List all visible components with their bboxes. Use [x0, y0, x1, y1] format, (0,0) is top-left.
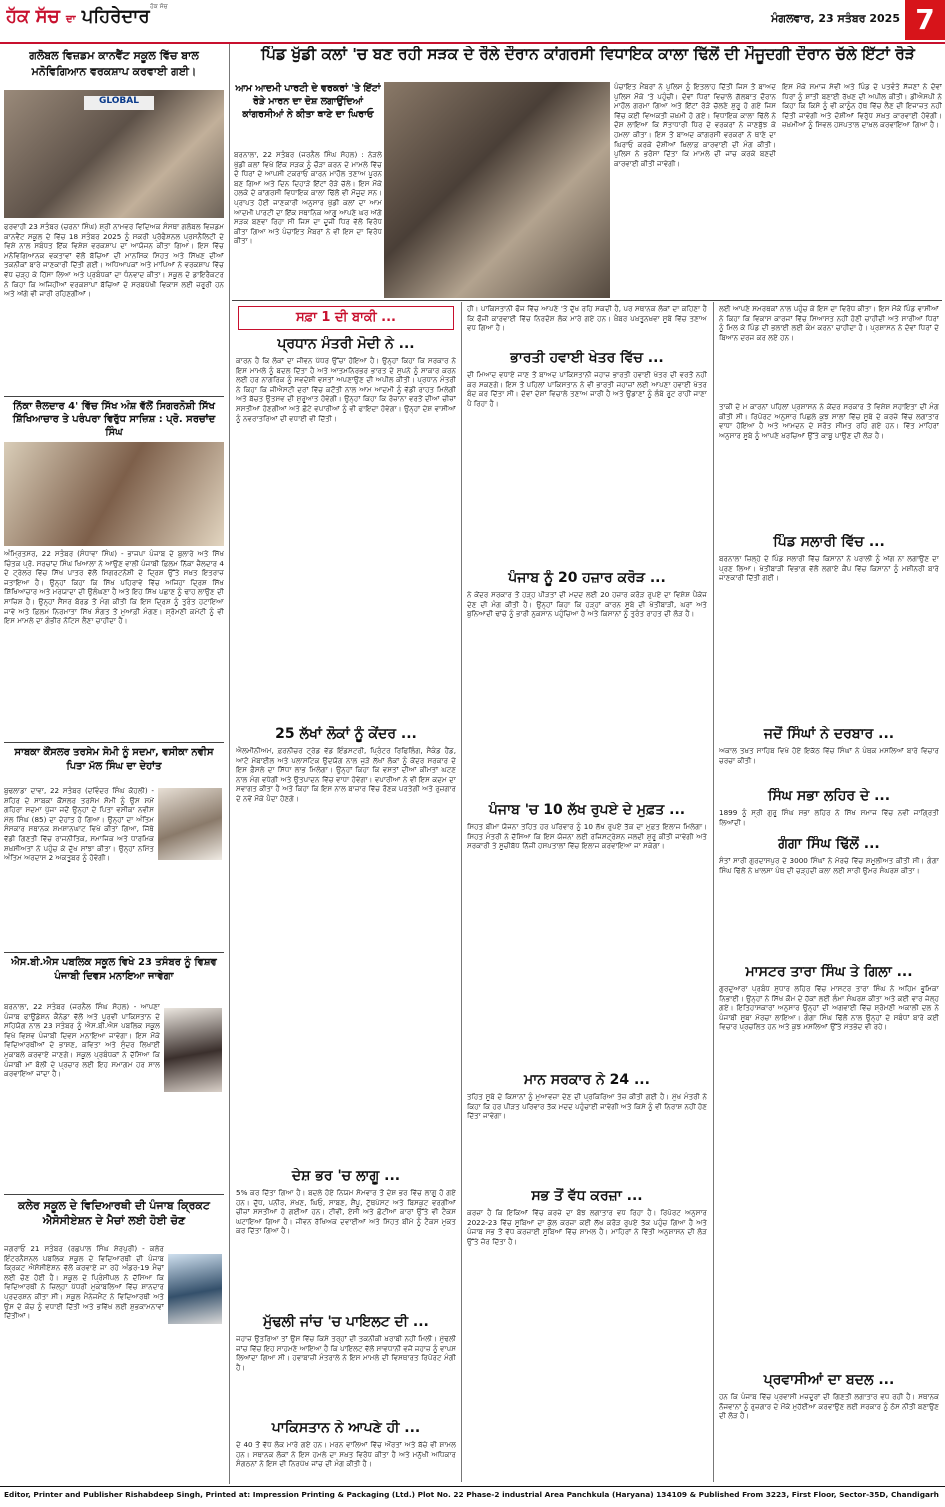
debt-title: ਸਭ ਤੋਂ ਵੱਧ ਕਰਜ਼ਾ ...: [531, 1188, 643, 1204]
divider: [4, 952, 224, 953]
story5-title: ਕਲੇਰ ਸਕੂਲ ਦੇ ਵਿਦਿਆਰਥੀ ਦੀ ਪੰਜਾਬ ਕ੍ਰਿਕਟ ਐਸੋਸੀਏਸ਼ਨ ਦੇ ਮੈਚਾਂ ਲਈ ਹੋਈ ਚੋਣ: [18, 1199, 210, 1227]
story1-title: ਗਲੋਬਲ ਵਿਜ਼ਡਮ ਕਾਨਵੈਂਟ ਸਕੂਲ ਵਿੱਚ ਬਾਲ ਮਨੋਵਿਗਿਆਨ ਵਰਕਸ਼ਾਪ ਕਰਵਾਈ ਗਈ।: [29, 49, 199, 78]
story3-body: ਬੁਢਲਾਡਾ ਦਾਵਾ, 22 ਸਤੰਬਰ (ਦਵਿੰਦਰ ਸਿੰਘ ਕੋਹਲੀ) - ਸ਼ਹਿਰ ਦੇ ਸਾਬਕਾ ਕੌਂਸਲਰ ਤਰਸੇਮ ਸੋਮੀ ਨੂੰ ਉਸ ਸਮੇਂ ਗਹਿਰਾ ਸਦਮਾ ਪੁੱਜਾ ਜਦੋਂ ਉਨ੍ਹਾਂ ਦੇ ਪਿਤਾ ਵਸੀਕਾ ਨਵੀਸ ਮੱਲ ਸਿੰਘ (85) ਦਾ ਦੇਹਾਂਤ ਹੋ ਗਿਆ। ਉਨ੍ਹਾਂ ਦਾ ਅੰਤਿਮ ਸੰਸਕਾਰ ਸਥਾਨਕ ਸ਼ਮਸ਼ਾਨਘਾਟ ਵਿਖੇ ਕੀਤਾ ਗਿਆ, ਜਿੱਥੇ ਵੱਡੀ ਗਿਣਤੀ ਵਿੱਚ ਰਾਜਨੀਤਿਕ, ਸਮਾਜਿਕ ਅਤੇ ਧਾਰਮਿਕ ਸ਼ਖ਼ਸੀਅਤਾਂ ਨੇ ਪਹੁੰਚ ਕੇ ਦੁੱਖ ਸਾਂਝਾ ਕੀਤਾ। ਉਨ੍ਹਾਂ ਨਮਿੱਤ ਅੰਤਿਮ ਅਰਦਾਸ 2 ਅਕਤੂਬਰ ਨੂੰ ਹੋਵੇਗੀ।: [4, 786, 154, 863]
lead-body-3: ਇਸ ਮੌਕੇ ਸਮਾਜ ਸੇਵੀ ਅਤੇ ਪਿੰਡ ਦੇ ਪਤਵੰਤੇ ਸੱਜਣਾਂ ਨੇ ਦੋਵਾਂ ਧਿਰਾਂ ਨੂੰ ਸ਼ਾਂਤੀ ਬਣਾਈ ਰੱਖਣ ਦੀ ਅਪੀਲ ਕੀਤੀ। ਡੀਐਸਪੀ ਨੇ ਕਿਹਾ ਕਿ ਕਿਸੇ ਨੂੰ ਵੀ ਕਾਨੂੰਨ ਹੱਥ ਵਿੱਚ ਲੈਣ ਦੀ ਇਜਾਜ਼ਤ ਨਹੀਂ ਦਿੱਤੀ ਜਾਵੇਗੀ ਅਤੇ ਦੋਸ਼ੀਆਂ ਵਿਰੁੱਧ ਸਖ਼ਤ ਕਾਰਵਾਈ ਹੋਵੇਗੀ। ਜ਼ਖ਼ਮੀਆਂ ਨੂੰ ਸਿਵਲ ਹਸਪਤਾਲ ਦਾਖ਼ਲ ਕਰਵਾਇਆ ਗਿਆ ਹੈ।: [782, 82, 942, 130]
durbar-body: ਅਕਾਲ ਤਖ਼ਤ ਸਾਹਿਬ ਵਿਖੇ ਹੋਏ ਇਕੱਠ ਵਿੱਚ ਸਿੰਘਾਂ ਨੇ ਪੰਥਕ ਮਸਲਿਆਂ ਬਾਰੇ ਵਿਚਾਰ ਚਰਚਾ ਕੀਤੀ।: [719, 746, 939, 765]
lead-body-1: ਬਰਨਾਲਾ, 22 ਸਤੰਬਰ (ਜਰਨੈਲ ਸਿੰਘ ਸੋਹਲ) : ਨੇੜਲੇ ਖੁੱਡੀ ਕਲਾਂ ਵਿਖੇ ਇੱਕ ਸੜਕ ਨੂੰ ਚੌੜਾ ਕਰਨ ਦੇ ਮਾਮਲੇ ਵਿੱਚ ਦੋ ਧਿਰਾਂ ਦੇ ਆਪਸੀ ਟਕਰਾਓ ਕਾਰਨ ਮਾਹੌਲ ਤਣਾਅ ਪੂਰਨ ਬਣ ਗਿਆ ਅਤੇ ਦਿਨ ਦਿਹਾੜੇ ਇੱਟਾਂ ਰੋੜੇ ਚੱਲੇ। ਇਸ ਮੌਕੇ ਹਲਕੇ ਦੇ ਕਾਂਗਰਸੀ ਵਿਧਾਇਕ ਕਾਲਾ ਢਿੱਲੋਂ ਵੀ ਮੌਜੂਦ ਸਨ। ਪ੍ਰਾਪਤ ਹੋਈ ਜਾਣਕਾਰੀ ਅਨੁਸਾਰ ਖੁੱਡੀ ਕਲਾਂ ਦਾ ਆਮ ਆਦਮੀ ਪਾਰਟੀ ਦਾ ਇੱਕ ਸਥਾਨਿਕ ਆਗੂ ਆਪਣੇ ਘਰ ਅੱਗੇ ਸੜਕ ਬਣਵਾ ਰਿਹਾ ਸੀ ਜਿਸ ਦਾ ਦੂਜੀ ਧਿਰ ਵੱਲੋਂ ਵਿਰੋਧ ਕੀਤਾ ਗਿਆ ਅਤੇ ਪੰਚਾਇਤ ਮੈਂਬਰਾਂ ਨੇ ਵੀ ਇਸ ਦਾ ਵਿਰੋਧ ਕੀਤਾ।: [234, 150, 382, 246]
story2-title: ਨਿੱਕਾ ਜ਼ੈਲਦਾਰ 4' ਵਿੱਚ ਸਿੱਖ ਅੰਸ਼ ਵੱਲੋਂ ਸਿਗਰਨੋਸ਼ੀ ਸਿੱਖ ਸ਼ਿੱਖਿਆਚਾਰ ਤੇ ਪਰੰਪਰਾ ਵਿਰੁੱਧ ਸਾਜ਼ਿਸ਼ : ਪ੍ਰੋ. ਸਰਚਾਂਦ ਸਿੰਘ: [12, 401, 216, 438]
continued-column: [232, 302, 460, 1482]
story1-photo: [4, 90, 224, 218]
photo-banner: GLOBAL: [84, 96, 154, 110]
obituary-photo: [158, 788, 222, 860]
story5-photo: [168, 1254, 222, 1324]
story2-body: ਅੰਮ੍ਰਿਤਸਰ, 22 ਸਤੰਬਰ (ਸੰਧਾਵਾ ਸਿੰਘ) - ਭਾਜਪਾ ਪੰਜਾਬ ਦੇ ਬੁਲਾਰੇ ਅਤੇ ਸਿੱਖ ਚਿੰਤਕ ਪ੍ਰੋ. ਸਰਚਾਂਦ ਸਿੰਘ ਖਿਆਲਾ ਨੇ ਆਉਣ ਵਾਲੀ ਪੰਜਾਬੀ ਫ਼ਿਲਮ ਨਿੱਕਾ ਜ਼ੈਲਦਾਰ 4 ਦੇ ਟ੍ਰੇਲਰ ਵਿੱਚ ਸਿੱਖ ਪਾਤਰ ਵੱਲੋਂ ਸਿਗਰਟਨੋਸ਼ੀ ਦੇ ਦ੍ਰਿਸ਼ ਉੱਤੇ ਸਖ਼ਤ ਇਤਰਾਜ਼ ਜਤਾਇਆ ਹੈ। ਉਨ੍ਹਾਂ ਕਿਹਾ ਕਿ ਸਿੱਖ ਪਹਿਰਾਵੇ ਵਿੱਚ ਅਜਿਹਾ ਦ੍ਰਿਸ਼ ਸਿੱਖ ਸ਼ਿੱਖਿਆਚਾਰ ਅਤੇ ਮਰਯਾਦਾ ਦੀ ਉਲੰਘਣਾ ਹੈ ਅਤੇ ਇਹ ਸਿੱਖ ਪਛਾਣ ਨੂੰ ਢਾਹ ਲਾਉਣ ਦੀ ਸਾਜ਼ਿਸ਼ ਹੈ। ਉਨ੍ਹਾਂ ਸੈਂਸਰ ਬੋਰਡ ਤੋਂ ਮੰਗ ਕੀਤੀ ਕਿ ਇਸ ਦ੍ਰਿਸ਼ ਨੂੰ ਤੁਰੰਤ ਹਟਾਇਆ ਜਾਵੇ ਅਤੇ ਫ਼ਿਲਮ ਨਿਰਮਾਤਾ ਸਿੱਖ ਸੰਗਤ ਤੋਂ ਮੁਆਫ਼ੀ ਮੰਗਣ। ਸ਼੍ਰੋਮਣੀ ਕਮੇਟੀ ਨੂੰ ਵੀ ਇਸ ਮਾਮਲੇ ਦਾ ਗੰਭੀਰ ਨੋਟਿਸ ਲੈਣਾ ਚਾਹੀਦਾ ਹੈ।: [4, 549, 224, 626]
punjab-body: ਨੇ ਕੇਂਦਰ ਸਰਕਾਰ ਤੋਂ ਹੜ੍ਹ ਪੀੜਤਾਂ ਦੀ ਮਦਦ ਲਈ 20 ਹਜ਼ਾਰ ਕਰੋੜ ਰੁਪਏ ਦਾ ਵਿਸ਼ੇਸ਼ ਪੈਕੇਜ ਦੇਣ ਦੀ ਮੰਗ ਕੀਤੀ ਹੈ। ਉਨ੍ਹਾਂ ਕਿਹਾ ਕਿ ਹੜ੍ਹਾਂ ਕਾਰਨ ਸੂਬੇ ਦੀ ਖੇਤੀਬਾੜੀ, ਘਰਾਂ ਅਤੇ ਬੁਨਿਆਦੀ ਢਾਂਚੇ ਨੂੰ ਭਾਰੀ ਨੁਕਸਾਨ ਪਹੁੰਚਿਆ ਹੈ ਅਤੇ ਕਿਸਾਨਾਂ ਨੂੰ ਤੁਰੰਤ ਰਾਹਤ ਦੀ ਲੋੜ ਹੈ।: [467, 590, 707, 619]
lead-subhead: ਆਮ ਆਦਮੀ ਪਾਰਟੀ ਦੇ ਵਰਕਰਾਂ 'ਤੇ ਇੱਟਾਂ ਰੋੜੇ ਮਾਰਨ ਦਾ ਦੋਸ਼ ਲਗਾਉਂਦਿਆਂ ਕਾਂਗਰਸੀਆਂ ਨੇ ਕੀਤਾ ਥਾਣੇ ਦਾ ਘਿਰਾਓ: [235, 83, 381, 120]
story3-title: ਸਾਬਕਾ ਕੌਂਸਲਰ ਤਰਸੇਮ ਸੋਮੀ ਨੂੰ ਸਦਮਾ, ਵਸੀਕਾ ਨਵੀਸ ਪਿਤਾ ਮੱਲ ਸਿੰਘ ਦਾ ਦੇਹਾਂਤ: [14, 747, 214, 772]
nation-body: 5% ਕਰ ਦਿੱਤਾ ਗਿਆ ਹੈ। ਬਦਲੇ ਹੋਏ ਨਿਯਮ ਸੋਮਵਾਰ ਤੋਂ ਦੇਸ਼ ਭਰ ਵਿੱਚ ਲਾਗੂ ਹੋ ਗਏ ਹਨ। ਦੁੱਧ, ਪਨੀਰ, ਮੱਖਣ, ਘਿਓ, ਸਾਬਣ, ਸ਼ੈਂਪੂ, ਟੁੱਥਪੇਸਟ ਅਤੇ ਬਿਸਕੁਟ ਵਰਗੀਆਂ ਚੀਜ਼ਾਂ ਸਸਤੀਆਂ ਹੋ ਗਈਆਂ ਹਨ। ਟੀਵੀ, ਏਸੀ ਅਤੇ ਛੋਟੀਆਂ ਕਾਰਾਂ ਉੱਤੇ ਵੀ ਟੈਕਸ ਘਟਾਇਆ ਗਿਆ ਹੈ। ਜੀਵਨ ਰੱਖਿਅਕ ਦਵਾਈਆਂ ਅਤੇ ਸਿਹਤ ਬੀਮੇ ਨੂੰ ਟੈਕਸ ਮੁਕਤ ਕਰ ਦਿੱਤਾ ਗਿਆ ਹੈ।: [236, 1188, 456, 1236]
lead-headline: ਪਿੰਡ ਖੁੱਡੀ ਕਲਾਂ 'ਚ ਬਣ ਰਹੀ ਸੜਕ ਦੇ ਰੌਲੇ ਦੌਰਾਨ ਕਾਂਗਰਸੀ ਵਿਧਾਇਕ ਕਾਲਾ ਢਿੱਲੋਂ ਦੀ ਮੌਜੂਦਗੀ ਦੌਰਾਨ ਚੱਲੇ ਇੱਟਾਂ ਰੋੜੇ: [261, 46, 915, 63]
village-body: ਬਰਨਾਲਾ ਜ਼ਿਲ੍ਹੇ ਦੇ ਪਿੰਡ ਸਲਾਰੀ ਵਿੱਚ ਕਿਸਾਨਾਂ ਨੇ ਪਰਾਲੀ ਨੂੰ ਅੱਗ ਨਾ ਲਗਾਉਣ ਦਾ ਪ੍ਰਣ ਲਿਆ। ਖੇਤੀਬਾੜੀ ਵਿਭਾਗ ਵੱਲੋਂ ਲਗਾਏ ਕੈਂਪ ਵਿੱਚ ਕਿਸਾਨਾਂ ਨੂੰ ਮਸ਼ੀਨਰੀ ਬਾਰੇ ਜਾਣਕਾਰੀ ਦਿੱਤੀ ਗਈ।: [719, 554, 939, 583]
story2-photo: [4, 442, 224, 546]
story4-title: ਐਸ.ਬੀ.ਐਸ ਪਬਲਿਕ ਸਕੂਲ ਵਿਖੇ 23 ਤਸੰਬਰ ਨੂੰ ਵਿਸ਼ਵ ਪੰਜਾਬੀ ਦਿਵਸ ਮਨਾਇਆ ਜਾਵੇਗਾ: [11, 957, 217, 982]
right-body-top: ਲਈ ਆਪਣੇ ਸਮਰਥਕਾਂ ਨਾਲ ਪਹੁੰਚ ਕੇ ਇਸ ਦਾ ਵਿਰੋਧ ਕੀਤਾ। ਇਸ ਮੌਕੇ ਪਿੰਡ ਵਾਸੀਆਂ ਨੇ ਕਿਹਾ ਕਿ ਵਿਕਾਸ ਕਾਰਜਾਂ ਵਿੱਚ ਸਿਆਸਤ ਨਹੀਂ ਹੋਣੀ ਚਾਹੀਦੀ ਅਤੇ ਸਾਰੀਆਂ ਧਿਰਾਂ ਨੂੰ ਮਿਲ ਕੇ ਪਿੰਡ ਦੀ ਭਲਾਈ ਲਈ ਕੰਮ ਕਰਨਾ ਚਾਹੀਦਾ ਹੈ। ਪ੍ਰਸ਼ਾਸਨ ਨੇ ਦੋਵਾਂ ਧਿਰਾਂ ਦੇ ਬਿਆਨ ਦਰਜ ਕਰ ਲਏ ਹਨ।: [719, 304, 939, 342]
durbar-title: ਜਦੋਂ ਸਿੰਘਾਂ ਨੇ ਦਰਬਾਰ ...: [763, 726, 895, 742]
logo-small: ਦਾ: [66, 14, 76, 25]
tara-title: ਮਾਸਟਰ ਤਾਰਾ ਸਿੰਘ ਤੇ ਗਿਲਾ ...: [745, 964, 913, 980]
divider: [4, 742, 224, 743]
inquiry-body: ਜਹਾਜ਼ ਉਤਰਿਆ ਤਾਂ ਉਸ ਵਿੱਚ ਕਿਸੇ ਤਰ੍ਹਾਂ ਦੀ ਤਕਨੀਕੀ ਖ਼ਰਾਬੀ ਨਹੀਂ ਮਿਲੀ। ਮੁੱਢਲੀ ਜਾਂਚ ਵਿੱਚ ਇਹ ਸਾਹਮਣੇ ਆਇਆ ਹੈ ਕਿ ਪਾਇਲਟ ਵੱਲੋਂ ਸਾਵਧਾਨੀ ਵਜੋਂ ਜਹਾਜ਼ ਨੂੰ ਵਾਪਸ ਲਿਆਂਦਾ ਗਿਆ ਸੀ। ਹਵਾਬਾਜ਼ੀ ਮੰਤਰਾਲੇ ਨੇ ਇਸ ਮਾਮਲੇ ਦੀ ਵਿਸਥਾਰਤ ਰਿਪੋਰਟ ਮੰਗੀ ਹੈ।: [236, 1334, 456, 1372]
pravasi-body: ਹਨ ਕਿ ਪੰਜਾਬ ਵਿੱਚ ਪ੍ਰਵਾਸੀ ਮਜ਼ਦੂਰਾਂ ਦੀ ਗਿਣਤੀ ਲਗਾਤਾਰ ਵਧ ਰਹੀ ਹੈ। ਸਥਾਨਕ ਨੌਜਵਾਨਾਂ ਨੂੰ ਰੁਜ਼ਗਾਰ ਦੇ ਮੌਕੇ ਮੁਹੱਈਆ ਕਰਵਾਉਣ ਲਈ ਸਰਕਾਰ ਨੂੰ ਠੋਸ ਨੀਤੀ ਬਣਾਉਣ ਦੀ ਲੋੜ ਹੈ।: [719, 1392, 939, 1421]
mann-title: ਮਾਨ ਸਰਕਾਰ ਨੇ 24 ...: [524, 1072, 650, 1088]
inquiry-title: ਮੁੱਢਲੀ ਜਾਂਚ 'ਚ ਪਾਇਲਟ ਦੀ ...: [263, 1314, 429, 1330]
village-title: ਪਿੰਡ ਸਲਾਰੀ ਵਿੱਚ ...: [773, 534, 885, 550]
mann-body: ਤਹਿਤ ਸੂਬੇ ਦੇ ਕਿਸਾਨਾਂ ਨੂੰ ਮੁਆਵਜ਼ਾ ਦੇਣ ਦੀ ਪ੍ਰਕਿਰਿਆ ਤੇਜ਼ ਕੀਤੀ ਗਈ ਹੈ। ਮੁੱਖ ਮੰਤਰੀ ਨੇ ਕਿਹਾ ਕਿ ਹਰ ਪੀੜਤ ਪਰਿਵਾਰ ਤੱਕ ਮਦਦ ਪਹੁੰਚਾਈ ਜਾਵੇਗੀ ਅਤੇ ਕਿਸੇ ਨੂੰ ਵੀ ਨਿਰਾਸ਼ ਨਹੀਂ ਹੋਣ ਦਿੱਤਾ ਜਾਵੇਗਾ।: [467, 1092, 707, 1121]
divider: [232, 300, 942, 301]
story5-body: ਜਗਰਾਓਂ 21 ਸਤੰਬਰ (ਰਛਪਾਲ ਸਿੰਘ ਸ਼ੇਰਪੁਰੀ) - ਕਲੇਰ ਇੰਟਰਨੈਸ਼ਨਲ ਪਬਲਿਕ ਸਕੂਲ ਦੇ ਵਿਦਿਆਰਥੀ ਦੀ ਪੰਜਾਬ ਕ੍ਰਿਕਟ ਐਸੋਸੀਏਸ਼ਨ ਵੱਲੋਂ ਕਰਵਾਏ ਜਾ ਰਹੇ ਅੰਡਰ-19 ਮੈਚਾਂ ਲਈ ਚੋਣ ਹੋਈ ਹੈ। ਸਕੂਲ ਦੇ ਪ੍ਰਿੰਸੀਪਲ ਨੇ ਦੱਸਿਆ ਕਿ ਵਿਦਿਆਰਥੀ ਨੇ ਜ਼ਿਲ੍ਹਾ ਪੱਧਰੀ ਮੁਕਾਬਲਿਆਂ ਵਿੱਚ ਸ਼ਾਨਦਾਰ ਪ੍ਰਦਰਸ਼ਨ ਕੀਤਾ ਸੀ। ਸਕੂਲ ਮੈਨੇਜਮੈਂਟ ਨੇ ਵਿਦਿਆਰਥੀ ਅਤੇ ਉਸ ਦੇ ਕੋਚ ਨੂੰ ਵਧਾਈ ਦਿੱਤੀ ਅਤੇ ਭਵਿੱਖ ਲਈ ਸ਼ੁਭਕਾਮਨਾਵਾਂ ਦਿੱਤੀਆਂ।: [4, 1244, 164, 1321]
logo-red: ਹੱਕ ਸੱਚ: [6, 6, 60, 27]
story1-body: ਫਰਵਾਹੀ 23 ਸਤੰਬਰ (ਚਰਨਾ ਸਿੰਘ) ਸ਼੍ਰੀ ਨਾਮਵਰ ਵਿਦਿਅਕ ਸੰਸਥਾ ਗਲੋਬਲ ਵਿਜ਼ਡਮ ਕਾਨਵੈਂਟ ਸਕੂਲ ਦੇ ਵਿੱਚ 18 ਸਤੰਬਰ 2025 ਨੂੰ ਸਕਰੀ ਪ੍ਰੋਫੈਸ਼ਨਲ ਪ੍ਰਸਨੈਲਿਟੀ ਦੇ ਵਿਸ਼ੇ ਨਾਲ ਸਬੰਧਤ ਇੱਕ ਵਿਸ਼ੇਸ਼ ਵਰਕਸ਼ਾਪ ਦਾ ਆਯੋਜਨ ਕੀਤਾ ਗਿਆ। ਇਸ ਵਿੱਚ ਮਨੋਵਿਗਿਆਨਕ ਵਕਤਾਵਾਂ ਵੱਲੋਂ ਬੱਚਿਆਂ ਦੀ ਮਾਨਸਿਕ ਸਿਹਤ ਅਤੇ ਸਿੱਖਣ ਦੀਆਂ ਤਕਨੀਕਾਂ ਬਾਰੇ ਜਾਣਕਾਰੀ ਦਿੱਤੀ ਗਈ। ਅਧਿਆਪਕਾਂ ਅਤੇ ਮਾਪਿਆਂ ਨੇ ਵਰਕਸ਼ਾਪ ਵਿੱਚ ਵੱਧ ਚੜ੍ਹ ਕੇ ਹਿੱਸਾ ਲਿਆ ਅਤੇ ਪ੍ਰਬੰਧਕਾਂ ਦਾ ਧੰਨਵਾਦ ਕੀਤਾ। ਸਕੂਲ ਦੇ ਡਾਇਰੈਕਟਰ ਨੇ ਕਿਹਾ ਕਿ ਅਜਿਹੀਆਂ ਵਰਕਸ਼ਾਪਾਂ ਬੱਚਿਆਂ ਦੇ ਸਰਬਪੱਖੀ ਵਿਕਾਸ ਲਈ ਜ਼ਰੂਰੀ ਹਨ ਅਤੇ ਅੱਗੇ ਵੀ ਜਾਰੀ ਰਹਿਣਗੀਆਂ।: [4, 222, 224, 299]
divider: [4, 1194, 224, 1195]
debt-body: ਕਰਜ਼ਾ ਹੈ ਕਿ ਇਕਿਆਂ ਵਿੱਚ ਕਰਜ਼ੇ ਦਾ ਬੋਝ ਲਗਾਤਾਰ ਵਧ ਰਿਹਾ ਹੈ। ਰਿਪੋਰਟ ਅਨੁਸਾਰ 2022-23 ਵਿੱਚ ਸੂਬਿਆਂ ਦਾ ਕੁੱਲ ਕਰਜ਼ਾ ਕਈ ਲੱਖ ਕਰੋੜ ਰੁਪਏ ਤੱਕ ਪਹੁੰਚ ਗਿਆ ਹੈ ਅਤੇ ਪੰਜਾਬ ਸਭ ਤੋਂ ਵੱਧ ਕਰਜ਼ਾਈ ਸੂਬਿਆਂ ਵਿੱਚ ਸ਼ਾਮਲ ਹੈ। ਮਾਹਿਰਾਂ ਨੇ ਵਿੱਤੀ ਅਨੁਸ਼ਾਸਨ ਦੀ ਲੋੜ ਉੱਤੇ ਜ਼ੋਰ ਦਿੱਤਾ ਹੈ।: [467, 1208, 707, 1246]
left-column: [0, 44, 228, 1484]
pak-body: ਦੇ 40 ਤੋਂ ਵੱਧ ਲੋਕ ਮਾਰੇ ਗਏ ਹਨ। ਮਰਨ ਵਾਲਿਆਂ ਵਿੱਚ ਔਰਤਾਂ ਅਤੇ ਬੱਚੇ ਵੀ ਸ਼ਾਮਲ ਹਨ। ਸਥਾਨਕ ਲੋਕਾਂ ਨੇ ਇਸ ਹਮਲੇ ਦਾ ਸਖ਼ਤ ਵਿਰੋਧ ਕੀਤਾ ਹੈ ਅਤੇ ਮਨੁੱਖੀ ਅਧਿਕਾਰ ਸੰਗਠਨਾਂ ਨੇ ਇਸ ਦੀ ਨਿਰਪੱਖ ਜਾਂਚ ਦੀ ਮੰਗ ਕੀਤੀ ਹੈ।: [236, 1440, 456, 1469]
column-rule: [229, 44, 230, 1484]
punjab-title: ਪੰਜਾਬ ਨੂੰ 20 ਹਜ਼ਾਰ ਕਰੋੜ ...: [508, 570, 666, 586]
story4-photo: [164, 1008, 222, 1092]
logo-black: ਪਹਿਰੇਦਾਰ: [81, 6, 150, 27]
page-number: 7: [905, 0, 945, 40]
tenlakh-body: ਸਿਹਤ ਬੀਮਾ ਯੋਜਨਾ ਤਹਿਤ ਹਰ ਪਰਿਵਾਰ ਨੂੰ 10 ਲੱਖ ਰੁਪਏ ਤੱਕ ਦਾ ਮੁਫ਼ਤ ਇਲਾਜ ਮਿਲੇਗਾ। ਸਿਹਤ ਮੰਤਰੀ ਨੇ ਦੱਸਿਆ ਕਿ ਇਸ ਯੋਜਨਾ ਲਈ ਰਜਿਸਟ੍ਰੇਸ਼ਨ ਜਲਦੀ ਸ਼ੁਰੂ ਕੀਤੀ ਜਾਵੇਗੀ ਅਤੇ ਸਰਕਾਰੀ ਤੇ ਸੂਚੀਬੱਧ ਨਿੱਜੀ ਹਸਪਤਾਲਾਂ ਵਿੱਚ ਇਲਾਜ ਕਰਵਾਇਆ ਜਾ ਸਕੇਗਾ।: [467, 822, 707, 851]
pravasi-title: ਪ੍ਰਵਾਸੀਆਂ ਦਾ ਬਦਲ ...: [763, 1372, 895, 1388]
ganga-title: ਗੰਗਾ ਸਿੰਘ ਢਿੱਲੋਂ ...: [778, 836, 880, 852]
ganga-body: ਸੰਤਾਂ ਸਾਰੀ ਗੁਰਦਾਸਪੁਰ ਦੇ 3000 ਸਿੰਘਾਂ ਨੇ ਮੋਰਚੇ ਵਿੱਚ ਸ਼ਮੂਲੀਅਤ ਕੀਤੀ ਸੀ। ਗੰਗਾ ਸਿੰਘ ਢਿੱਲੋਂ ਨੇ ਖ਼ਾਲਸਾ ਪੰਥ ਦੀ ਚੜ੍ਹਦੀ ਕਲਾ ਲਈ ਸਾਰੀ ਉਮਰ ਸੰਘਰਸ਼ ਕੀਤਾ।: [719, 856, 939, 875]
column-rule: [461, 302, 462, 1482]
tara-body: ਗੁਰਦੁਆਰਾ ਪ੍ਰਬੰਧ ਸੁਧਾਰ ਲਹਿਰ ਵਿੱਚ ਮਾਸਟਰ ਤਾਰਾ ਸਿੰਘ ਨੇ ਅਹਿਮ ਭੂਮਿਕਾ ਨਿਭਾਈ। ਉਨ੍ਹਾਂ ਨੇ ਸਿੱਖ ਕੌਮ ਦੇ ਹੱਕਾਂ ਲਈ ਲੰਮਾ ਸੰਘਰਸ਼ ਕੀਤਾ ਅਤੇ ਕਈ ਵਾਰ ਜੇਲ੍ਹ ਗਏ। ਇਤਿਹਾਸਕਾਰਾਂ ਅਨੁਸਾਰ ਉਨ੍ਹਾਂ ਦੀ ਅਗਵਾਈ ਵਿੱਚ ਸ਼੍ਰੋਮਣੀ ਅਕਾਲੀ ਦਲ ਨੇ ਪੰਜਾਬੀ ਸੂਬਾ ਮੋਰਚਾ ਲਾਇਆ। ਗੰਗਾ ਸਿੰਘ ਢਿੱਲੋਂ ਨਾਲ ਉਨ੍ਹਾਂ ਦੇ ਸਬੰਧਾਂ ਬਾਰੇ ਕਈ ਵਿਚਾਰ ਪ੍ਰਚਲਿਤ ਹਨ ਅਤੇ ਕੁਝ ਮਸਲਿਆਂ ਉੱਤੇ ਮੱਤਭੇਦ ਵੀ ਰਹੇ।: [719, 984, 939, 1032]
story4-body: ਬਰਨਾਲਾ, 22 ਸਤੰਬਰ (ਜਰਨੈਲ ਸਿੰਘ ਸੋਹਲ) - ਆਪਣਾ ਪੰਜਾਬ ਫਾਊਂਡੇਸ਼ਨ ਕੈਨੇਡਾ ਵੱਲੋਂ ਅਤੇ ਪੂਰਵੀ ਪਾਕਿਸਤਾਨ ਦੇ ਸਹਿਯੋਗ ਨਾਲ 23 ਸਤੰਬਰ ਨੂੰ ਐਸ.ਬੀ.ਐਸ ਪਬਲਿਕ ਸਕੂਲ ਵਿਖੇ ਵਿਸ਼ਵ ਪੰਜਾਬੀ ਦਿਵਸ ਮਨਾਇਆ ਜਾਵੇਗਾ। ਇਸ ਮੌਕੇ ਵਿਦਿਆਰਥੀਆਂ ਦੇ ਭਾਸ਼ਣ, ਕਵਿਤਾ ਅਤੇ ਸੁੰਦਰ ਲਿਖਾਈ ਮੁਕਾਬਲੇ ਕਰਵਾਏ ਜਾਣਗੇ। ਸਕੂਲ ਪ੍ਰਬੰਧਕਾਂ ਨੇ ਦੱਸਿਆ ਕਿ ਪੰਜਾਬੀ ਮਾਂ ਬੋਲੀ ਦੇ ਪ੍ਰਚਾਰ ਲਈ ਇਹ ਸਮਾਗਮ ਹਰ ਸਾਲ ਕਰਵਾਇਆ ਜਾਂਦਾ ਹੈ।: [4, 1002, 160, 1079]
pm-body: ਕਾਰਨ ਹੈ ਕਿ ਲੋਕਾਂ ਦਾ ਜੀਵਨ ਪੱਧਰ ਉੱਚਾ ਹੋਇਆ ਹੈ। ਉਨ੍ਹਾਂ ਕਿਹਾ ਕਿ ਸਰਕਾਰ ਨੇ ਇਸ ਮਾਮਲੇ ਨੂੰ ਬਦਲ ਦਿੱਤਾ ਹੈ ਅਤੇ ਆਤਮਨਿਰਭਰ ਭਾਰਤ ਦੇ ਸੁਪਨੇ ਨੂੰ ਸਾਕਾਰ ਕਰਨ ਲਈ ਹਰ ਨਾਗਰਿਕ ਨੂੰ ਸਵਦੇਸ਼ੀ ਵਸਤਾਂ ਅਪਣਾਉਣ ਦੀ ਅਪੀਲ ਕੀਤੀ। ਪ੍ਰਧਾਨ ਮੰਤਰੀ ਨੇ ਕਿਹਾ ਕਿ ਜੀਐਸਟੀ ਦਰਾਂ ਵਿੱਚ ਕਟੌਤੀ ਨਾਲ ਆਮ ਆਦਮੀ ਨੂੰ ਵੱਡੀ ਰਾਹਤ ਮਿਲੇਗੀ ਅਤੇ ਬੱਚਤ ਉਤਸਵ ਦੀ ਸ਼ੁਰੂਆਤ ਹੋਵੇਗੀ। ਉਨ੍ਹਾਂ ਕਿਹਾ ਕਿ ਰੋਜ਼ਾਨਾ ਵਰਤੋਂ ਦੀਆਂ ਚੀਜ਼ਾਂ ਸਸਤੀਆਂ ਹੋਣਗੀਆਂ ਅਤੇ ਛੋਟੇ ਵਪਾਰੀਆਂ ਨੂੰ ਵੀ ਫਾਇਦਾ ਹੋਵੇਗਾ। ਉਨ੍ਹਾਂ ਦੇਸ਼ ਵਾਸੀਆਂ ਨੂੰ ਨਵਰਾਤਰਿਆਂ ਦੀ ਵਧਾਈ ਵੀ ਦਿੱਤੀ।: [236, 356, 456, 423]
pak-title: ਪਾਕਿਸਤਾਨ ਨੇ ਆਪਣੇ ਹੀ ...: [271, 1420, 421, 1436]
lehar-title: ਸਿੰਘ ਸਭਾ ਲਹਿਰ ਦੇ ...: [767, 788, 891, 804]
lead-body-2: ਪੰਚਾਇਤ ਮੈਂਬਰਾਂ ਨੇ ਪੁਲਿਸ ਨੂੰ ਇਤਲਾਹ ਦਿੱਤੀ ਜਿਸ ਤੋਂ ਬਾਅਦ ਪੁਲਿਸ ਮੌਕੇ 'ਤੇ ਪਹੁੰਚੀ। ਦੋਵਾਂ ਧਿਰਾਂ ਵਿਚਾਲੇ ਗੱਲਬਾਤ ਦੌਰਾਨ ਮਾਹੌਲ ਗਰਮਾ ਗਿਆ ਅਤੇ ਇੱਟਾਂ ਰੋੜੇ ਚੱਲਣੇ ਸ਼ੁਰੂ ਹੋ ਗਏ ਜਿਸ ਵਿੱਚ ਕਈ ਵਿਅਕਤੀ ਜ਼ਖ਼ਮੀ ਹੋ ਗਏ। ਵਿਧਾਇਕ ਕਾਲਾ ਢਿੱਲੋਂ ਨੇ ਦੋਸ਼ ਲਾਇਆ ਕਿ ਸੱਤਾਧਾਰੀ ਧਿਰ ਦੇ ਵਰਕਰਾਂ ਨੇ ਜਾਣਬੁੱਝ ਕੇ ਹਮਲਾ ਕੀਤਾ। ਇਸ ਤੋਂ ਬਾਅਦ ਕਾਂਗਰਸੀ ਵਰਕਰਾਂ ਨੇ ਥਾਣੇ ਦਾ ਘਿਰਾਓ ਕਰਕੇ ਦੋਸ਼ੀਆਂ ਖ਼ਿਲਾਫ਼ ਕਾਰਵਾਈ ਦੀ ਮੰਗ ਕੀਤੀ। ਪੁਲਿਸ ਨੇ ਭਰੋਸਾ ਦਿੱਤਾ ਕਿ ਮਾਮਲੇ ਦੀ ਜਾਂਚ ਕਰਕੇ ਬਣਦੀ ਕਾਰਵਾਈ ਕੀਤੀ ਜਾਵੇਗੀ।: [614, 82, 776, 168]
right-body-2: ਤਾਕੀ ਦੇ ਮ ਕਾਰਨਾਂ ਪਹਿਲਾਂ ਪ੍ਰਸ਼ਾਸਨ ਨੇ ਕੇਂਦਰ ਸਰਕਾਰ ਤੋਂ ਵਿਸ਼ੇਸ਼ ਸਹਾਇਤਾ ਦੀ ਮੰਗ ਕੀਤੀ ਸੀ। ਰਿਪੋਰਟ ਅਨੁਸਾਰ ਪਿਛਲੇ ਕੁਝ ਸਾਲਾਂ ਵਿੱਚ ਸੂਬੇ ਦੇ ਕਰਜ਼ੇ ਵਿੱਚ ਲਗਾਤਾਰ ਵਾਧਾ ਹੋਇਆ ਹੈ ਅਤੇ ਆਮਦਨ ਦੇ ਸਰੋਤ ਸੀਮਤ ਰਹਿ ਗਏ ਹਨ। ਵਿੱਤ ਮਾਹਿਰਾਂ ਅਨੁਸਾਰ ਸੂਬੇ ਨੂੰ ਆਪਣੇ ਖ਼ਰਚਿਆਂ ਉੱਤੇ ਕਾਬੂ ਪਾਉਣ ਦੀ ਲੋੜ ਹੈ।: [719, 402, 939, 440]
masthead: [0, 0, 945, 42]
lead-photo: [384, 82, 610, 298]
divider: [4, 396, 224, 397]
footer-rule: [0, 1486, 945, 1487]
cases-body: ਐਲਮੀਨੀਅਮ, ਫ਼ਰਨੀਚਰ ਟ੍ਰੇਡ ਵੱਡ ਇੰਡਸਟਰੀ, ਪ੍ਰਿੰਟਰ ਰਿਫਿਲਿੰਗ, ਸੈਕੰਡ ਹੈਂਡ, ਆਟੋ ਮੋਬਾਈਲ ਅਤੇ ਪਲਾਸਟਿਕ ਉਦਯੋਗ ਨਾਲ ਜੁੜੇ ਲੱਖਾਂ ਲੋਕਾਂ ਨੂੰ ਕੇਂਦਰ ਸਰਕਾਰ ਦੇ ਇਸ ਫ਼ੈਸਲੇ ਦਾ ਸਿੱਧਾ ਲਾਭ ਮਿਲੇਗਾ। ਉਨ੍ਹਾਂ ਕਿਹਾ ਕਿ ਵਸਤਾਂ ਦੀਆਂ ਕੀਮਤਾਂ ਘਟਣ ਨਾਲ ਮੰਗ ਵਧੇਗੀ ਅਤੇ ਉਤਪਾਦਨ ਵਿੱਚ ਵਾਧਾ ਹੋਵੇਗਾ। ਵਪਾਰੀਆਂ ਨੇ ਵੀ ਇਸ ਕਦਮ ਦਾ ਸਵਾਗਤ ਕੀਤਾ ਹੈ ਅਤੇ ਕਿਹਾ ਕਿ ਇਸ ਨਾਲ ਬਾਜ਼ਾਰ ਵਿੱਚ ਰੌਣਕ ਪਰਤੇਗੀ ਅਤੇ ਰੁਜ਼ਗਾਰ ਦੇ ਨਵੇਂ ਮੌਕੇ ਪੈਦਾ ਹੋਣਗੇ।: [236, 746, 456, 803]
footer-imprint: Editor, Printer and Publisher Rishabdeep Singh, Printed at: Impression Printing & Packaging (Ltd.) Plot No. 22 Phase-2 industrial Area Panchkula (Haryana) 134109 & Published From 3223, First Floor, Sector-35D, Chandigarh: [4, 1490, 939, 1499]
lehar-body: 1899 ਨੂੰ ਸ੍ਰੀ ਗੁਰੂ ਸਿੰਘ ਸਭਾ ਲਹਿਰ ਨੇ ਸਿੱਖ ਸਮਾਜ ਵਿੱਚ ਨਵੀਂ ਜਾਗ੍ਰਿਤੀ ਲਿਆਂਦੀ।: [719, 808, 939, 827]
air-body: ਦੀ ਮਿਆਦ ਵਧਾਏ ਜਾਣ ਤੋਂ ਬਾਅਦ ਪਾਕਿਸਤਾਨੀ ਜਹਾਜ਼ ਭਾਰਤੀ ਹਵਾਈ ਖੇਤਰ ਦੀ ਵਰਤੋਂ ਨਹੀਂ ਕਰ ਸਕਣਗੇ। ਇਸ ਤੋਂ ਪਹਿਲਾਂ ਪਾਕਿਸਤਾਨ ਨੇ ਵੀ ਭਾਰਤੀ ਜਹਾਜ਼ਾਂ ਲਈ ਆਪਣਾ ਹਵਾਈ ਖੇਤਰ ਬੰਦ ਕਰ ਦਿੱਤਾ ਸੀ। ਦੋਵਾਂ ਦੇਸ਼ਾਂ ਵਿਚਾਲੇ ਤਣਾਅ ਜਾਰੀ ਹੈ ਅਤੇ ਉਡਾਣਾਂ ਨੂੰ ਲੰਬੇ ਰੂਟ ਰਾਹੀਂ ਜਾਣਾ ਪੈ ਰਿਹਾ ਹੈ।: [467, 370, 707, 408]
issue-date: ਮੰਗਲਵਾਰ, 23 ਸਤੰਬਰ 2025: [771, 12, 900, 25]
middle-column: [463, 302, 711, 1482]
pm-title: ਪ੍ਰਧਾਨ ਮੰਤਰੀ ਮੋਦੀ ਨੇ ...: [277, 336, 415, 352]
cases-title: 25 ਲੱਖਾਂ ਲੋਕਾਂ ਨੂੰ ਕੇਂਦਰ ...: [275, 726, 417, 742]
masthead-tagline: ਹੱਕ ਸੱਚ: [150, 3, 168, 10]
tenlakh-title: ਪੰਜਾਬ 'ਚ 10 ਲੱਖ ਰੁਪਏ ਦੇ ਮੁਫ਼ਤ ...: [488, 802, 686, 818]
column-rule: [713, 302, 714, 1482]
right-column: [715, 302, 943, 1482]
mid-body-top: ਹੀ। ਪਾਕਿਸਤਾਨੀ ਫੌਜ ਵਿੱਚ ਆਪਣੇ 'ਤੇ ਦੁੱਖ ਰਹਿ ਸਕਦੀ ਹੈ, ਪਰ ਸਥਾਨਕ ਲੋਕਾਂ ਦਾ ਕਹਿਣਾ ਹੈ ਕਿ ਫੌਜੀ ਕਾਰਵਾਈ ਵਿੱਚ ਨਿਰਦੋਸ਼ ਲੋਕ ਮਾਰੇ ਗਏ ਹਨ। ਖ਼ੈਬਰ ਪਖ਼ਤੂਨਖ਼ਵਾ ਸੂਬੇ ਵਿੱਚ ਤਣਾਅ ਵਧ ਗਿਆ ਹੈ।: [467, 304, 707, 333]
air-title: ਭਾਰਤੀ ਹਵਾਈ ਖੇਤਰ ਵਿੱਚ ...: [510, 350, 664, 366]
continued-band: ਸਫ਼ਾ 1 ਦੀ ਬਾਕੀ ...: [238, 306, 454, 330]
nation-title: ਦੇਸ਼ ਭਰ 'ਚ ਲਾਗੂ ...: [291, 1168, 401, 1184]
